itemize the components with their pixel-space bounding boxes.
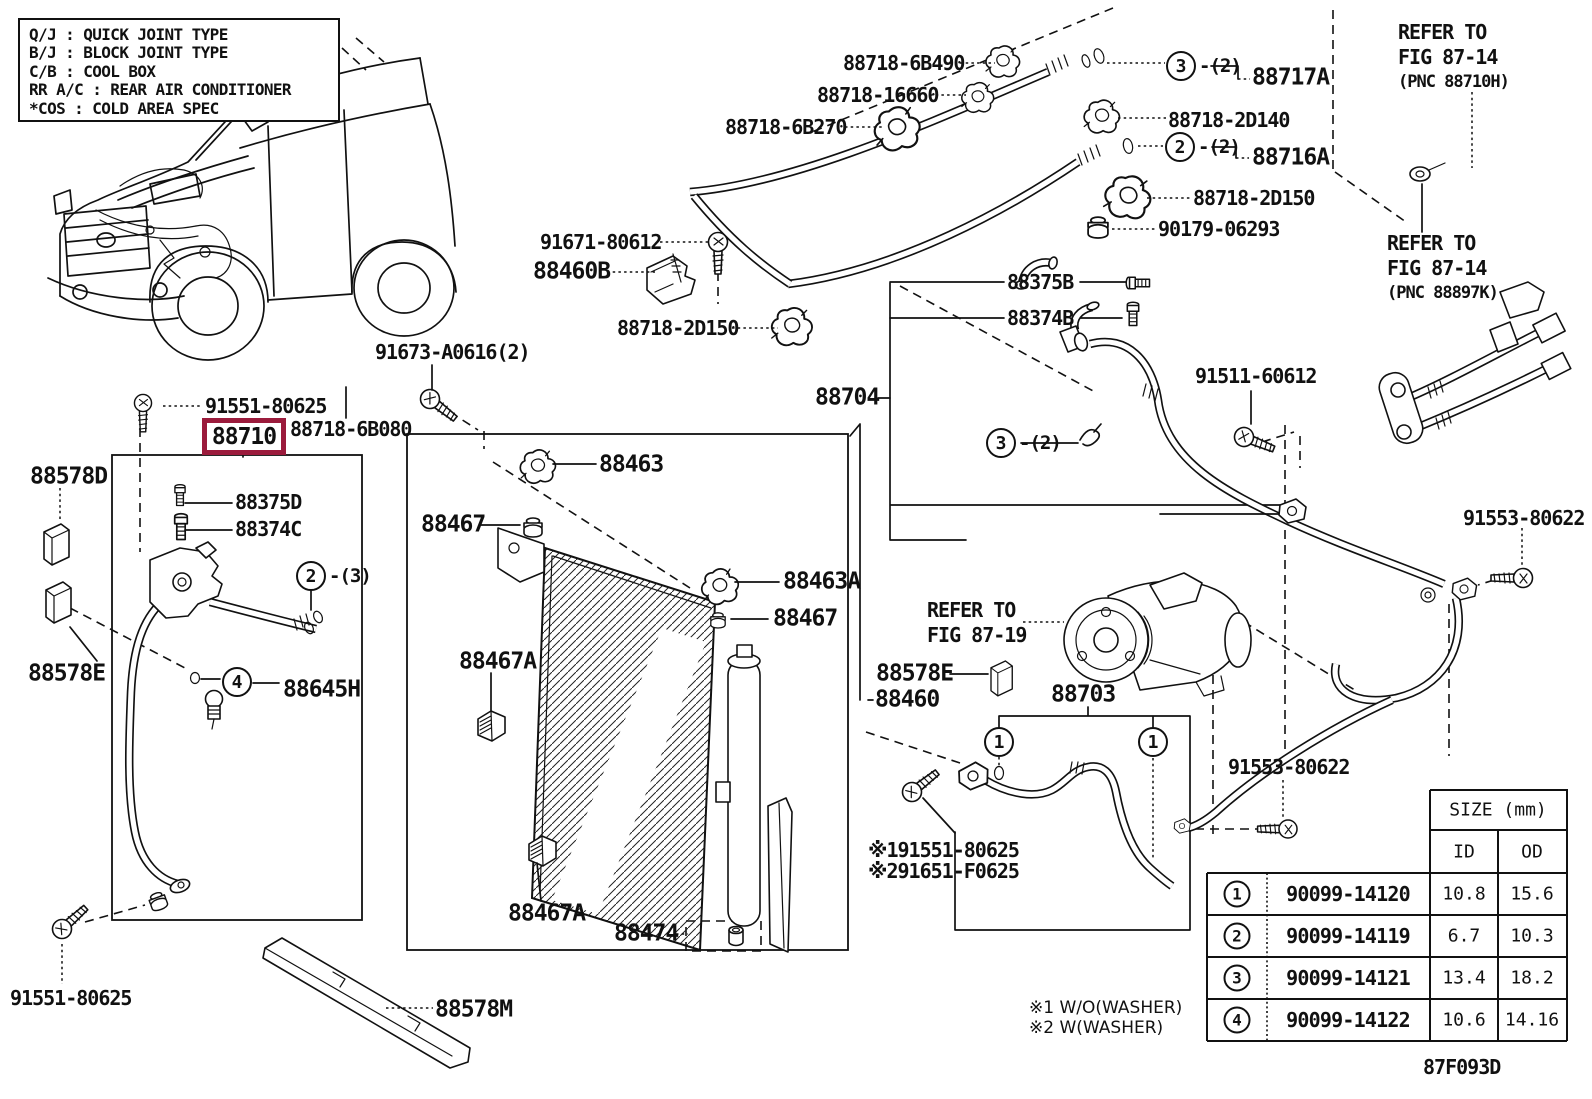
part-label: 88578M	[435, 996, 513, 1023]
legend-line: RR A/C : REAR AIR CONDITIONER	[29, 80, 291, 100]
refer-note	[1387, 231, 1498, 306]
part-label: 91673-A0616(2)	[375, 340, 530, 364]
quantity-callout: 2	[1165, 132, 1195, 162]
refer-note-line: REFER TO	[927, 598, 1016, 622]
part-label: 88467A	[459, 648, 537, 675]
table-row-id: 10.8	[1442, 883, 1486, 905]
part-label: 91551-80625	[10, 986, 132, 1010]
part-label: 88474	[614, 920, 679, 947]
part-label: 88718-2D140	[1168, 108, 1290, 132]
part-label: 88718-6B490	[843, 51, 965, 75]
refer-note-line: (PNC 88710H)	[1398, 72, 1509, 92]
part-label: 88645H	[283, 676, 361, 703]
refer-note-line: REFER TO	[1387, 231, 1476, 255]
refer-note-line: (PNC 88897K)	[1387, 283, 1498, 303]
part-label: 88578E	[28, 660, 106, 687]
table-row-od: 14.16	[1504, 1009, 1560, 1031]
part-label: 88467	[421, 511, 486, 538]
refer-note-line: REFER TO	[1398, 20, 1487, 44]
quantity-callout: 4	[222, 667, 252, 697]
part-label: 88375B	[1007, 270, 1074, 294]
refer-note-line: FIG 87-14	[1398, 45, 1498, 69]
part-label: 88718-2D150	[1193, 186, 1315, 210]
quantity-callout: 1	[1138, 727, 1168, 757]
refer-note	[1398, 20, 1509, 95]
refer-note-line: FIG 87-19	[927, 623, 1027, 647]
part-label: 91511-60612	[1195, 364, 1317, 388]
legend-line: B/J : BLOCK JOINT TYPE	[29, 43, 228, 63]
part-label: 88460B	[533, 258, 611, 285]
part-label: 88718-6B270	[725, 115, 847, 139]
quantity-callout: 2	[296, 561, 326, 591]
refer-note-line: FIG 87-14	[1387, 256, 1487, 280]
table-row-part: 90099-14122	[1286, 1008, 1410, 1032]
part-label: 88718-2D150	[617, 316, 739, 340]
quantity-callout: 3	[1166, 51, 1196, 81]
size-table-title: SIZE (mm)	[1449, 799, 1547, 821]
part-label: 88374C	[235, 517, 302, 541]
part-label: 91553-80622	[1228, 755, 1350, 779]
table-row-id: 10.6	[1442, 1009, 1486, 1031]
part-label: 90179-06293	[1158, 217, 1280, 241]
table-row-num: 3	[1224, 965, 1251, 992]
note-washer-1: ※1 W/O(WASHER)	[1029, 998, 1183, 1018]
table-row-id: 13.4	[1442, 967, 1486, 989]
part-label: 88467A	[508, 900, 586, 927]
part-label: 88460	[875, 686, 940, 713]
table-row-od: 18.2	[1510, 967, 1554, 989]
callout-suffix: -(2)	[1199, 55, 1241, 77]
legend-line: Q/J : QUICK JOINT TYPE	[29, 25, 228, 44]
part-label: 88463A	[783, 568, 861, 595]
table-row-part: 90099-14119	[1286, 924, 1410, 948]
legend-box	[18, 18, 340, 122]
part-label: 88717A	[1252, 64, 1330, 91]
legend-line: *COS : COLD AREA SPEC	[29, 98, 219, 118]
part-label: 88578D	[30, 463, 108, 490]
part-label: 88467	[773, 605, 838, 632]
part-label: 88718-16660	[817, 83, 939, 107]
table-row-od: 15.6	[1510, 883, 1554, 905]
table-row-num: 2	[1224, 923, 1251, 950]
drawing-code: 87F093D	[1423, 1055, 1501, 1079]
refer-note	[927, 598, 1026, 648]
part-label: 88718-6B080	[290, 417, 412, 441]
part-label: 88463	[599, 451, 664, 478]
note-washer-2: ※2 W(WASHER)	[1029, 1018, 1164, 1038]
quantity-callout: 1	[984, 727, 1014, 757]
part-label: 88704	[815, 384, 880, 411]
callout-suffix: -(2)	[1019, 432, 1061, 454]
part-label: 88703	[1051, 681, 1116, 708]
size-table-col-od: OD	[1521, 841, 1543, 863]
part-label: 91671-80612	[540, 230, 662, 254]
size-table-col-id: ID	[1453, 841, 1475, 863]
part-label: 88578E	[876, 660, 954, 687]
part-label: 88375D	[235, 490, 302, 514]
quantity-callout: 3	[986, 428, 1016, 458]
table-row-part: 90099-14121	[1286, 966, 1410, 990]
table-row-od: 10.3	[1510, 925, 1554, 947]
callout-suffix: -(2)	[1198, 136, 1240, 158]
table-row-num: 1	[1224, 881, 1251, 908]
part-label: 88716A	[1252, 144, 1330, 171]
callout-suffix: -(3)	[329, 565, 371, 587]
part-label: 91551-80625	[205, 394, 327, 418]
highlighted-part-label: 88710	[202, 418, 286, 455]
table-row-id: 6.7	[1447, 925, 1481, 947]
part-label: ※291651-F0625	[868, 859, 1019, 883]
part-label: ※191551-80625	[868, 838, 1019, 862]
table-row-num: 4	[1224, 1007, 1251, 1034]
legend-line: C/B : COOL BOX	[29, 61, 156, 81]
table-row-part: 90099-14120	[1286, 882, 1410, 906]
part-label: 88374B	[1007, 306, 1074, 330]
part-label: 91553-80622	[1463, 506, 1585, 530]
